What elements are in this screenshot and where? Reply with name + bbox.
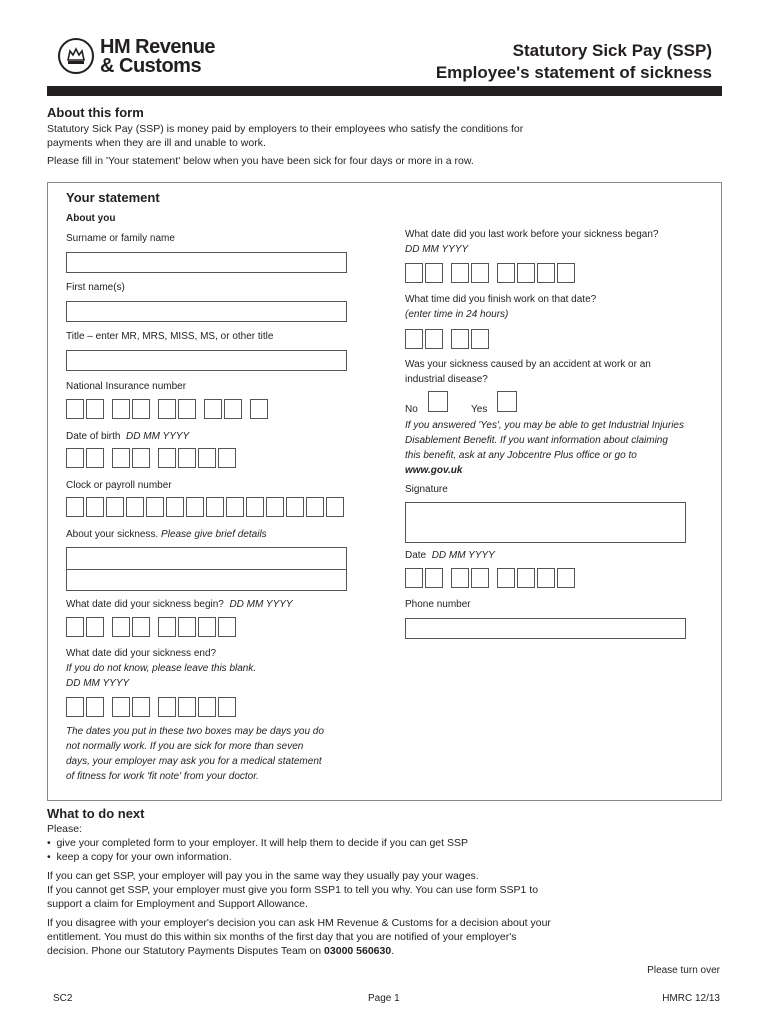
phone-field[interactable]	[405, 618, 686, 639]
no-label: No	[405, 404, 418, 415]
dates-note: The dates you put in these two boxes may be days you do not normally work. If you are sick for more than seven days, your employer may ask you for a medical statement of fitness for work 'fit note' from your doctor.	[66, 726, 324, 782]
next-text: Please: • give your completed form to your employer. It will help them to decide if you can get SSP • keep a copy for your own information. If you can get SSP, your employer will pay you in the same way they usually pay your wages. If you cannot get SSP, your employer must give you form SSP1 to tell you why. You can use form SSP1 to support a claim for Employment and Support Allowance. If you disagree with your employer's decision you can ask HM Revenue & Customs for a decision about your entitlement. You must do this within six months of the first day that you are notified of your employer's decision. Phone our Statutory Payments Disputes Team on 03000 560630.	[47, 823, 551, 957]
end-date-field[interactable]	[66, 697, 238, 717]
end-label: What date did your sickness end? If you do not know, please leave this blank. DD MM YYYY	[66, 648, 257, 689]
finish-time-field[interactable]	[405, 329, 491, 349]
title-label: Title – enter MR, MRS, MISS, MS, or other title	[66, 331, 274, 342]
form-code: SC2	[53, 993, 73, 1004]
begin-date-field[interactable]	[66, 617, 238, 637]
firstname-field[interactable]	[66, 301, 347, 322]
begin-label: What date did your sickness begin? DD MM YYYY	[66, 599, 293, 610]
clock-number-field[interactable]	[66, 497, 346, 517]
sickness-label: About your sickness. Please give brief details	[66, 529, 267, 540]
last-work-date-field[interactable]	[405, 263, 577, 283]
header-rule	[47, 86, 722, 96]
statement-heading: Your statement	[66, 190, 160, 205]
turn-over: Please turn over	[647, 965, 720, 976]
page-title: Statutory Sick Pay (SSP) Employee's statement of sickness	[435, 41, 712, 82]
gov-uk-link[interactable]: www.gov.uk	[405, 465, 463, 476]
firstname-label: First name(s)	[66, 282, 125, 293]
date-label: Date DD MM YYYY	[405, 550, 495, 561]
crest-icon	[58, 38, 94, 74]
signature-field[interactable]	[405, 502, 686, 543]
title-field[interactable]	[66, 350, 347, 371]
clock-label: Clock or payroll number	[66, 480, 172, 491]
ni-number-field[interactable]	[66, 399, 270, 419]
phone-label: Phone number	[405, 599, 471, 610]
next-heading: What to do next	[47, 806, 145, 821]
last-work-label: What date did you last work before your sickness began? DD MM YYYY	[405, 229, 659, 255]
page-number: Page 1	[368, 993, 400, 1004]
yes-label: Yes	[471, 404, 488, 415]
form-version: HMRC 12/13	[662, 993, 720, 1004]
signature-date-field[interactable]	[405, 568, 577, 588]
sickness-details-field[interactable]	[66, 547, 347, 591]
signature-label: Signature	[405, 484, 448, 495]
disputes-phone: 03000 560630	[324, 945, 392, 957]
dob-label: Date of birth DD MM YYYY	[66, 431, 190, 442]
surname-field[interactable]	[66, 252, 347, 273]
logo-text: HM Revenue & Customs	[100, 36, 216, 77]
no-checkbox[interactable]	[428, 391, 448, 412]
yes-checkbox[interactable]	[497, 391, 517, 412]
accident-label: Was your sickness caused by an accident at work or an industrial disease?	[405, 359, 651, 385]
ni-label: National Insurance number	[66, 381, 187, 392]
dob-field[interactable]	[66, 448, 238, 468]
iib-note: If you answered 'Yes', you may be able to get Industrial Injuries Disablement Benefit. If you want information about claiming this benefit, ask at any Jobcentre Plus office or go to www.gov.uk	[405, 420, 684, 476]
about-you-label: About you	[66, 213, 116, 224]
surname-label: Surname or family name	[66, 233, 175, 244]
about-text: Statutory Sick Pay (SSP) is money paid by employers to their employees who satisfy the conditions for payments when they are ill and unable to work. Please fill in 'Your statement' below when you have been sick for four days or more in a row.	[47, 123, 524, 167]
about-heading: About this form	[47, 105, 144, 120]
finish-time-label: What time did you finish work on that date? (enter time in 24 hours)	[405, 294, 597, 320]
